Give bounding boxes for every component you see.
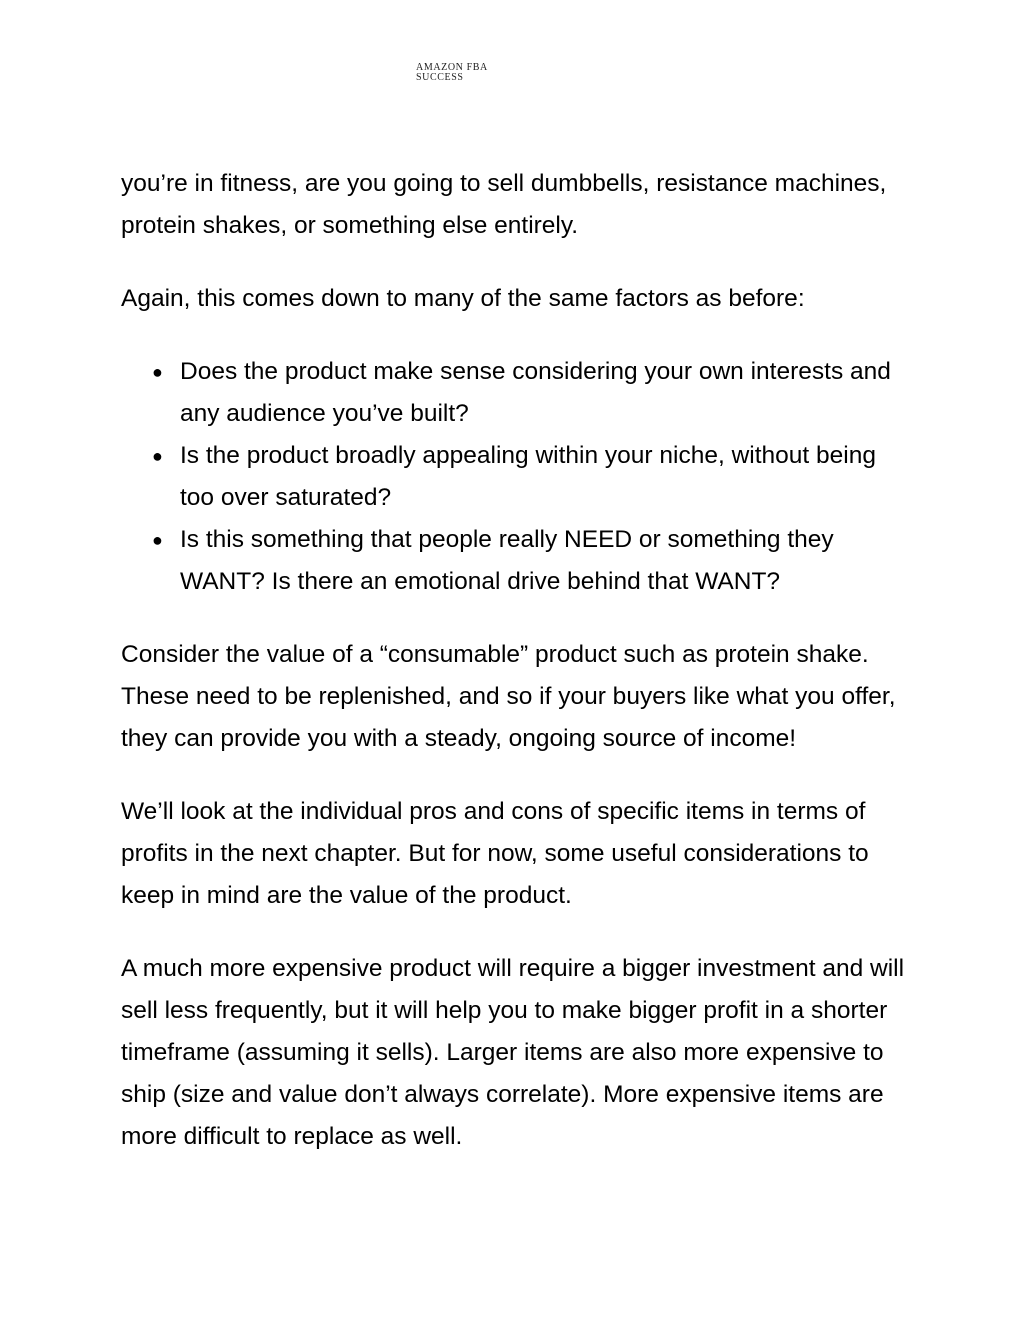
paragraph-1: you’re in fitness, are you going to sell dumbbells, resistance machines, protein shakes, or something else entirely. [121, 170, 887, 239]
logo-line-2: SUCCESS [416, 72, 464, 83]
bullet-item [152, 351, 911, 435]
header-logo [416, 63, 488, 83]
paragraph-4: We’ll look at the individual pros and cons of specific items in terms of profits in the next chapter. But for now, some useful considerations to keep in mind are the value of the product. [121, 798, 869, 909]
paragraph-2: Again, this comes down to many of the same factors as before: [121, 285, 805, 312]
bullet-list [121, 351, 911, 603]
bullet-icon: ● [152, 362, 163, 382]
paragraph-5: A much more expensive product will require a bigger investment and will sell less frequently, but it will help you to make bigger profit in a shorter timeframe (assuming it sells). Larger items are also more expensive to ship (size and value don’t always correlate). More expensive items are more difficult to replace as well. [121, 955, 905, 1150]
bullet-icon: ● [152, 530, 163, 550]
bullet-item [152, 519, 911, 603]
body-content [121, 163, 911, 1189]
logo-line-1: AMAZON FBA [416, 62, 488, 73]
bullet-text: Is the product broadly appealing within your niche, without being too over saturated? [180, 442, 876, 511]
bullet-icon: ● [152, 446, 163, 466]
bullet-text: Does the product make sense considering your own interests and any audience you’ve built? [180, 358, 891, 427]
bullet-text: Is this something that people really NEED or something they WANT? Is there an emotional drive behind that WANT? [180, 526, 834, 595]
paragraph-3: Consider the value of a “consumable” product such as protein shake. These need to be replenished, and so if your buyers like what you offer, they can provide you with a steady, ongoing source of income! [121, 641, 896, 752]
bullet-item [152, 435, 911, 519]
